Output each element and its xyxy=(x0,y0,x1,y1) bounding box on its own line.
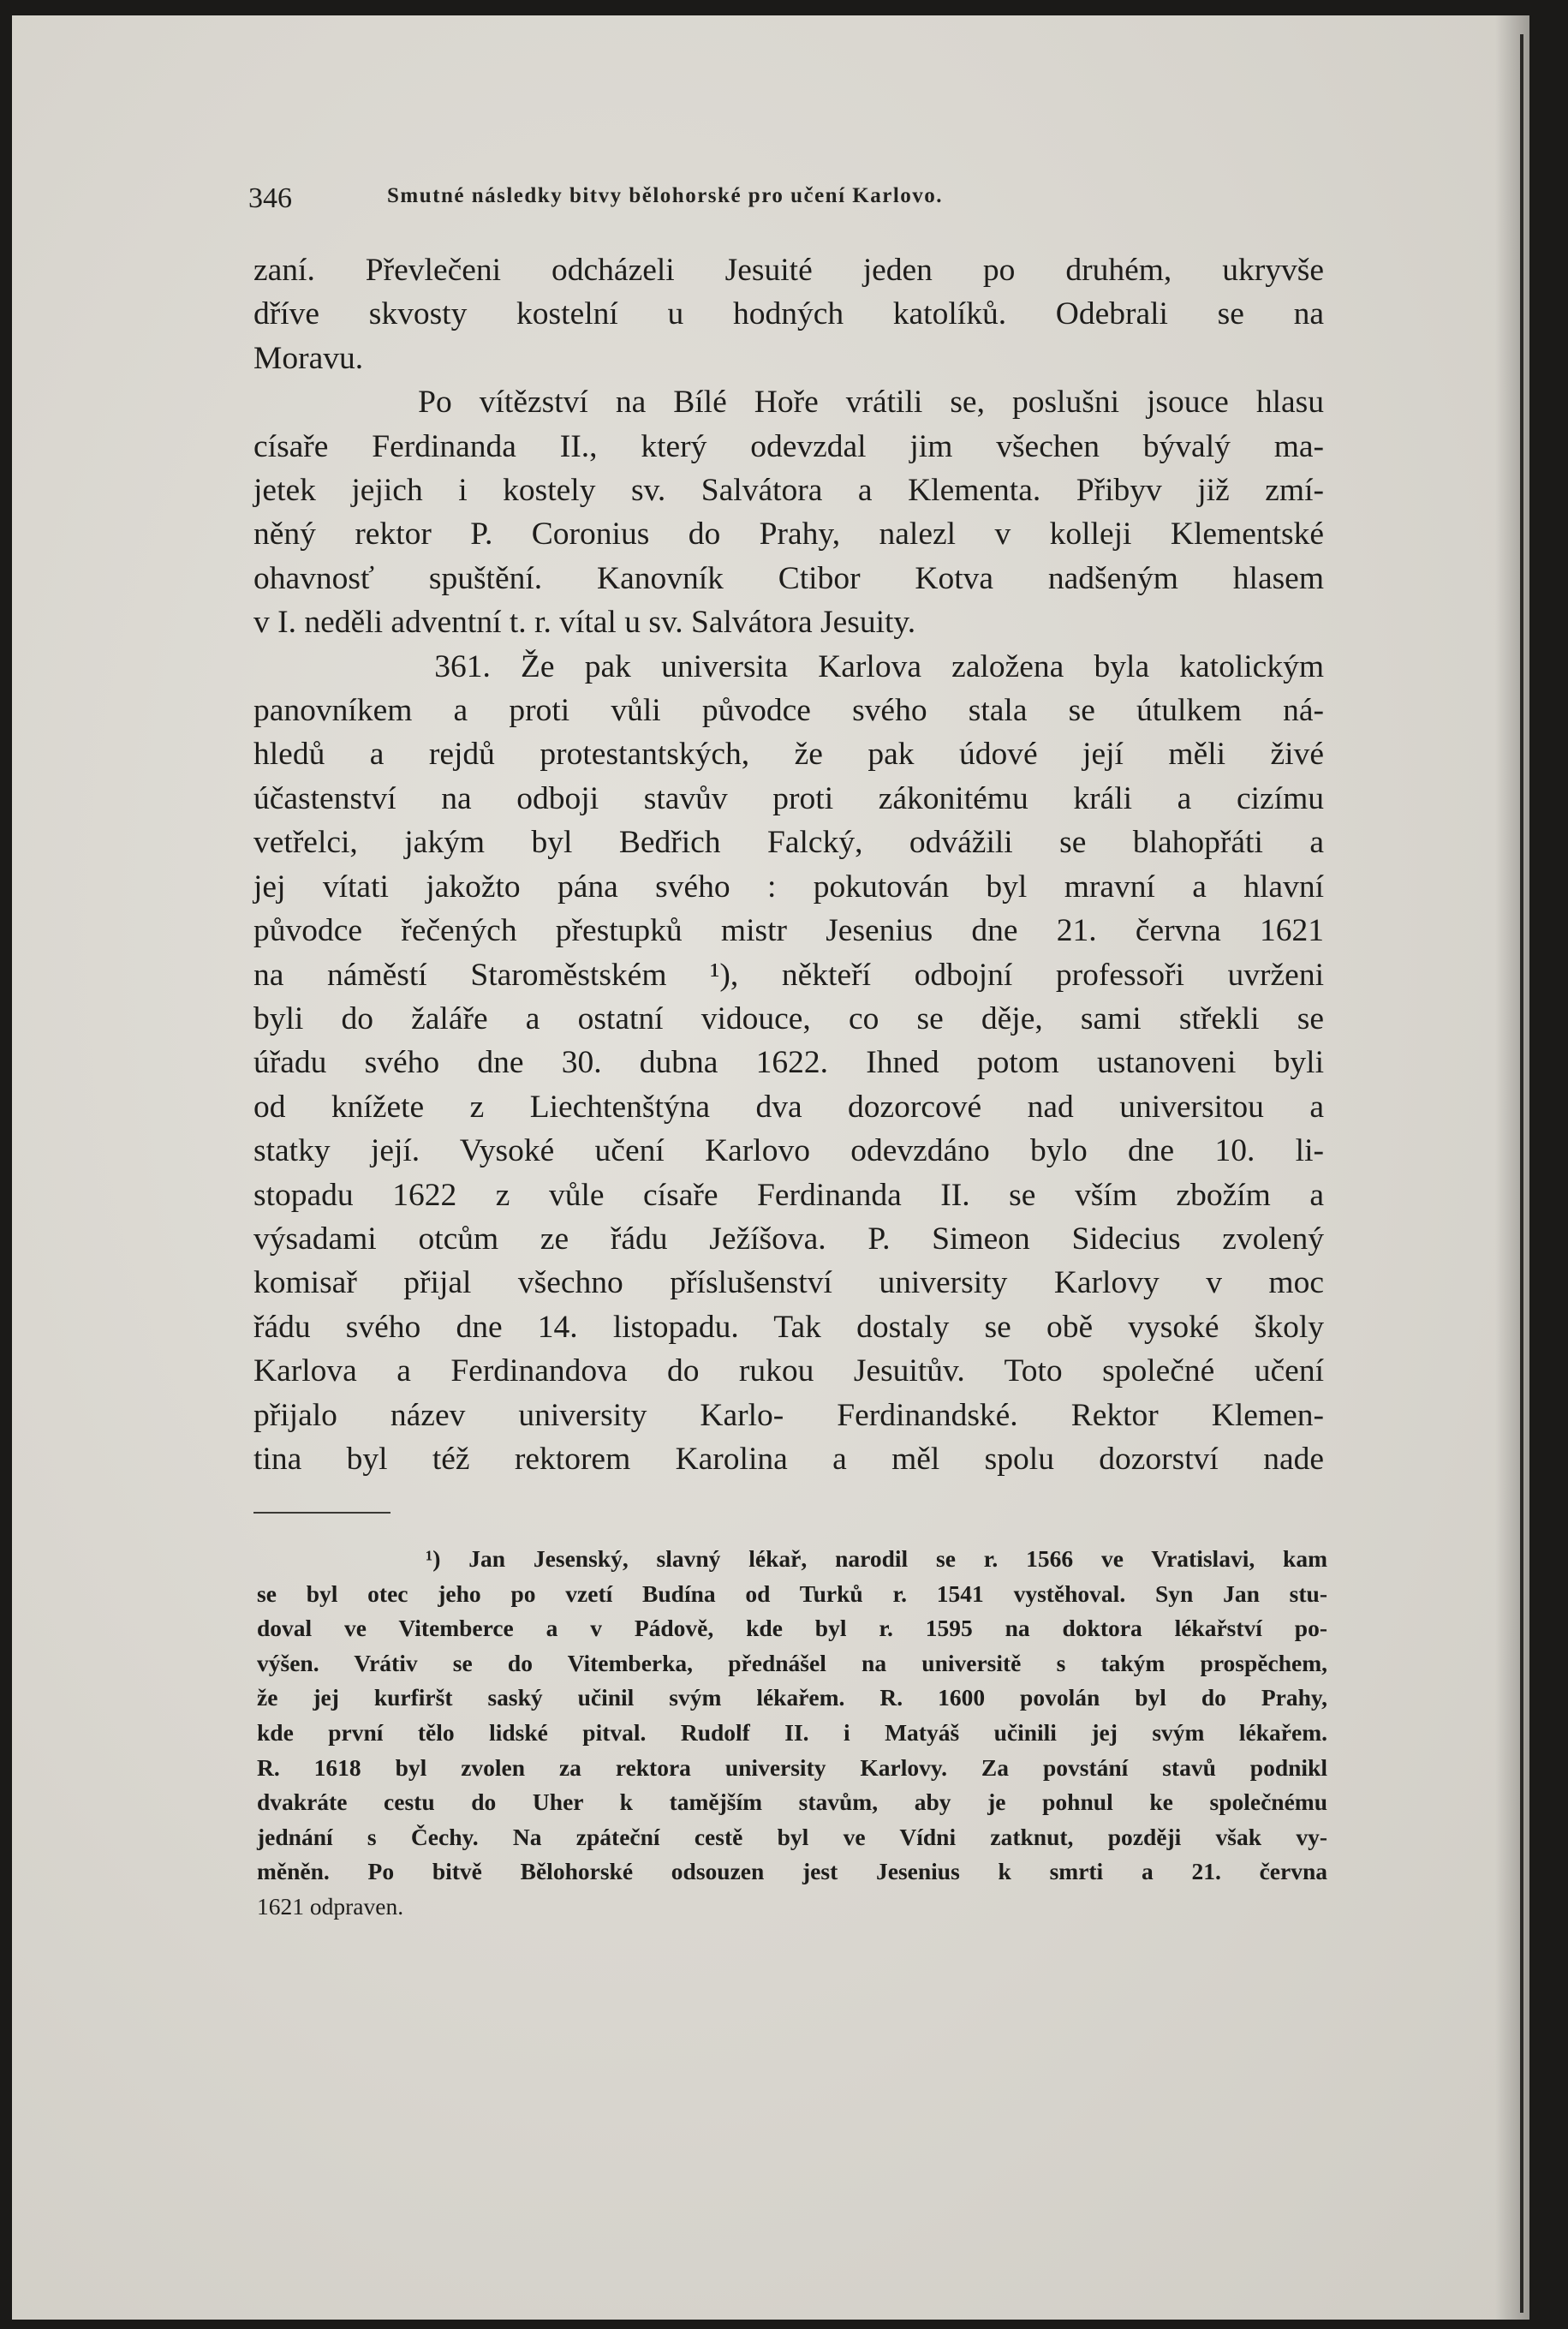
footnote-line: se byl otec jeho po vzetí Budína od Turků r. 1541 vystěhoval. Syn Jan stu- xyxy=(257,1580,1327,1607)
text-line: Karlova a Ferdinandova do rukou Jesuitův. Toto společné učení xyxy=(253,1353,1324,1389)
text-line: jetek jejich i kostely sv. Salvátora a Klementa. Přibyv již zmí- xyxy=(253,473,1324,509)
footnote-line: že jej kurfiršt saský učinil svým lékařem. R. 1600 povolán byl do Prahy, xyxy=(257,1684,1327,1711)
text-line: v I. neděli adventní t. r. vítal u sv. Salvátora Jesuity. xyxy=(253,605,916,641)
footnote-line: R. 1618 byl zvolen za rektora university Karlovy. Za povstání stavů podnikl xyxy=(257,1753,1327,1781)
text-line: Po vítězství na Bílé Hoře vrátili se, poslušni jsouce hlasu xyxy=(253,385,1324,421)
text-line: statky její. Vysoké učení Karlovo odevzdáno bylo dne 10. li- xyxy=(253,1133,1324,1169)
running-title: Smutné následky bitvy bělohorské pro učení Karlovo. xyxy=(387,184,944,207)
footnote-line: doval ve Vitemberce a v Pádově, kde byl r. 1595 na doktora lékařství po- xyxy=(257,1615,1327,1642)
page-header xyxy=(248,176,1344,227)
text-line: od knížete z Liechtenštýna dva dozorcové nad universitou a xyxy=(253,1089,1324,1125)
text-line: něný rektor P. Coronius do Prahy, nalezl v kolleji Klementské xyxy=(253,517,1324,552)
footnote-line: ¹) Jan Jesenský, slavný lékař, narodil se r. 1566 ve Vratislavi, kam xyxy=(257,1545,1327,1572)
text-line: účastenství na odboji stavův proti zákonitému králi a cizímu xyxy=(253,780,1324,816)
binding-edge-line xyxy=(1520,34,1523,2313)
text-line: ohavnosť spuštění. Kanovník Ctibor Kotva nadšeným hlasem xyxy=(253,560,1324,596)
text-line: hledů a rejdů protestantských, že pak údové její měli živé xyxy=(253,737,1324,773)
footnote-line: jednání s Čechy. Na zpáteční cestě byl ve Vídni zatknut, později však vy- xyxy=(257,1823,1327,1850)
text-line: výsadami otcům ze řádu Ježíšova. P. Simeon Sidecius zvolený xyxy=(253,1221,1324,1257)
footnote-line: dvakráte cestu do Uher k tamějším stavům, aby je pohnul ke společnému xyxy=(257,1789,1327,1816)
text-line: přijalo název university Karlo- Ferdinandské. Rektor Klemen- xyxy=(253,1397,1324,1433)
text-line: tina byl též rektorem Karolina a měl spolu dozorství nade xyxy=(253,1441,1324,1477)
text-line: řádu svého dne 14. listopadu. Tak dostaly se obě vysoké školy xyxy=(253,1309,1324,1345)
text-line: jej vítati jakožto pána svého : pokutován byl mravní a hlavní xyxy=(253,869,1324,905)
page-edge-shadow xyxy=(1495,15,1529,2320)
page-number: 346 xyxy=(248,182,292,214)
text-line: původce řečených přestupků mistr Jesenius dne 21. června 1621 xyxy=(253,913,1324,949)
footnote-line: 1621 odpraven. xyxy=(257,1892,404,1920)
text-line: úřadu svého dne 30. dubna 1622. Ihned potom ustanoveni byli xyxy=(253,1045,1324,1081)
text-line: byli do žaláře a ostatní vidouce, co se děje, sami střekli se xyxy=(253,1000,1324,1036)
footnote-line: výšen. Vrátiv se do Vitemberka, přednášel na universitě s takým prospěchem, xyxy=(257,1649,1327,1676)
text-line: Moravu. xyxy=(253,340,364,376)
text-line: vetřelci, jakým byl Bedřich Falcký, odvážili se blahopřáti a xyxy=(253,825,1324,861)
footnote-separator xyxy=(253,1512,391,1514)
text-line: komisař přijal všechno příslušenství university Karlovy v moc xyxy=(253,1265,1324,1301)
footnote xyxy=(257,1542,1327,1925)
footnote-line: měněn. Po bitvě Bělohorské odsouzen jest Jesenius k smrti a 21. června xyxy=(257,1858,1327,1885)
text-line: panovníkem a proti vůli původce svého stala se útulkem ná- xyxy=(253,693,1324,729)
text-line: zaní. Převlečeni odcházeli Jesuité jeden po druhém, ukryvše xyxy=(253,253,1324,288)
text-line: stopadu 1622 z vůle císaře Ferdinanda II. se vším zbožím a xyxy=(253,1177,1324,1213)
main-text xyxy=(253,248,1324,1481)
text-line: na náměstí Staroměstském ¹), někteří odbojní professoři uvrženi xyxy=(253,957,1324,993)
footnote-line: kde první tělo lidské pitval. Rudolf II. i Matyáš učinili jej svým lékařem. xyxy=(257,1718,1327,1746)
text-line: 361. Že pak universita Karlova založena byla katolickým xyxy=(253,648,1324,684)
text-line: císaře Ferdinanda II., který odevzdal jim všechen bývalý ma- xyxy=(253,428,1324,464)
text-line: dříve skvosty kostelní u hodných katolíků. Odebrali se na xyxy=(253,296,1324,332)
